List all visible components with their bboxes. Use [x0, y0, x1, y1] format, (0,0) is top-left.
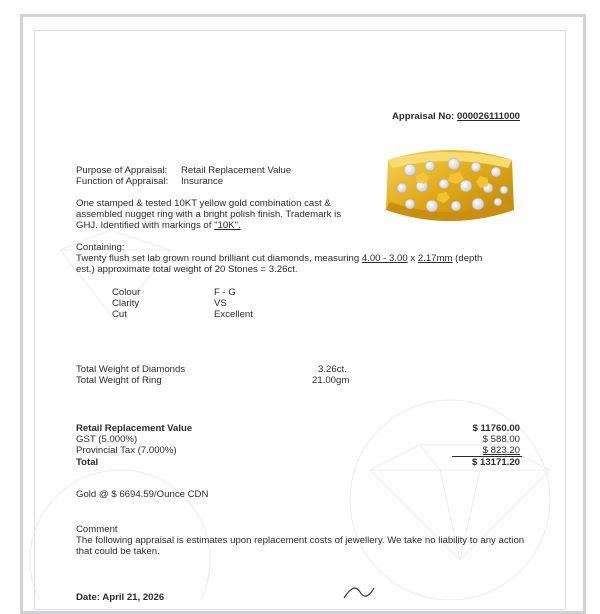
comment-line-2: that could be taken. [76, 546, 160, 557]
marking-text: "10K". [214, 220, 241, 231]
provincial-tax-label: Provincial Tax (7.000%) [76, 445, 177, 456]
purpose-label: Purpose of Appraisal: [76, 165, 168, 176]
provincial-tax-value: $ 823.20 [482, 445, 520, 456]
grading-value-clarity: VS [214, 298, 227, 309]
measure-depth: 2.17mm [417, 253, 453, 264]
appraisal-value: 000026111000 [457, 111, 521, 122]
total-label: Total [76, 457, 99, 468]
date: Date: April 21, 2026 [76, 592, 165, 603]
description-line-3-text: GHJ. Identified with markings of [76, 220, 215, 231]
weight-ring-label: Total Weight of Ring [76, 375, 162, 386]
appraisal-number [392, 111, 520, 122]
weight-diamonds-value: 3.26ct. [318, 364, 347, 375]
weight-diamonds-label: Total Weight of Diamonds [76, 364, 186, 375]
grading-value-cut: Excellent [214, 309, 253, 320]
appraisal-label: Appraisal No: [392, 111, 455, 122]
ring-photo [380, 140, 520, 232]
containing-line-1 [76, 253, 482, 264]
description-line-3 [76, 220, 241, 231]
grading-value-colour: F - G [214, 287, 236, 298]
valuation-heading: Retail Replacement Value [76, 423, 193, 434]
containing-line-2: est.) approximate total weight of 20 Stones = 3.26ct. [76, 264, 298, 275]
measure-range: 4.00 - 3.00 [361, 253, 408, 264]
signature [340, 580, 380, 600]
grading-label-colour: Colour [112, 287, 141, 298]
containing-text-e: (depth [452, 253, 483, 264]
function-value: Insurance [181, 176, 224, 187]
comment-heading: Comment [76, 524, 118, 535]
containing-heading: Containing: [76, 242, 125, 253]
valuation-heading-value: $ 11760.00 [472, 423, 520, 434]
gst-label: GST (5.000%) [76, 434, 138, 445]
gold-price: Gold @ $ 6694.59/Ounce CDN [76, 489, 209, 500]
containing-text-a: Twenty flush set lab grown round brilliant cut diamonds, measuring [76, 253, 362, 264]
function-label: Function of Appraisal: [76, 176, 169, 187]
grading-label-clarity: Clarity [112, 298, 140, 309]
gst-value: $ 588.00 [482, 434, 520, 445]
total-value: $ 13171.20 [471, 457, 520, 468]
weight-ring-value: 21.00gm [312, 375, 350, 386]
description-line-1: One stamped & tested 10KT yellow gold combination cast & [76, 198, 331, 209]
purpose-value: Retail Replacement Value [181, 165, 292, 176]
description-line-2: assembled nugget ring with a bright polish finish. Trademark is [76, 209, 342, 220]
containing-text-c: x [407, 253, 418, 264]
comment-line-1: The following appraisal is estimates upon replacement costs of jewellery. We take no liability to any action [76, 535, 525, 546]
grading-label-cut: Cut [112, 309, 127, 320]
